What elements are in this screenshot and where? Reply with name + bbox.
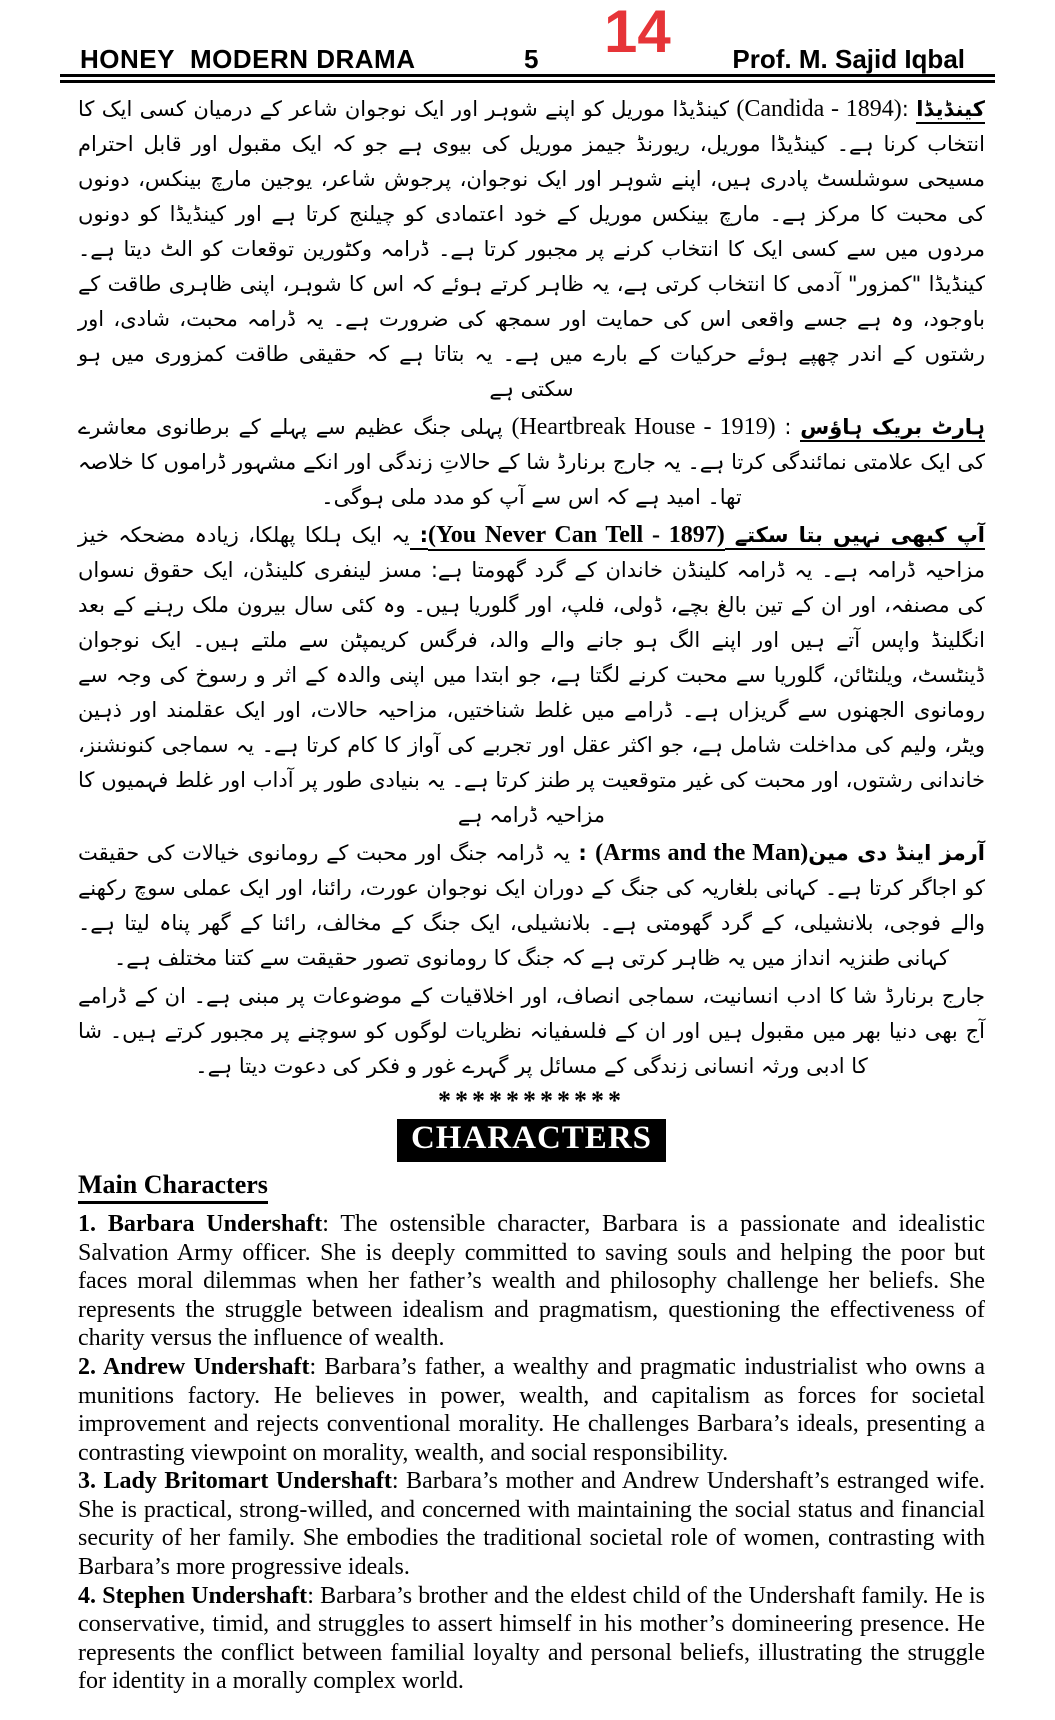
play-title-urdu: کینڈیڈا xyxy=(916,97,985,124)
play-title-urdu: آرمز اینڈ دی مین xyxy=(808,841,985,865)
main-characters-subheading: Main Characters xyxy=(78,1170,268,1204)
character-item xyxy=(78,1210,985,1353)
separator-text: : xyxy=(775,415,801,439)
character-name: 4. Stephen Undershaft xyxy=(78,1582,308,1609)
character-description: : Barbara’s father, a wealthy and pragmatic industrialist who owns a munitions factory. He believes in power, wealth, and capitalism as forces for societal improvement and rejects conventional morality. He challenges Barbara’s ideals, presenting a contrasting viewpoint on morality, wealth, and social responsibility. xyxy=(78,1353,985,1466)
play-summary-candida xyxy=(78,92,985,407)
play-title-urdu: آپ کبھی نہیں بتا سکتے xyxy=(725,523,985,550)
separator-text: : xyxy=(410,523,428,550)
character-description: : Barbara’s brother and the eldest child of the Undershaft family. He is conservative, timid, and struggles to assert himself in his mother’s domineering presence. He represents the conflict between familial loyalty and personal beliefs, illustrating the struggle for identity in a morally complex world. xyxy=(78,1582,985,1695)
separator-text: : xyxy=(901,97,917,121)
closing-note: جارج برنارڈ شا کا ادب انسانیت، سماجی انصاف، اور اخلاقیات کے موضوعات پر مبنی ہے۔ ان کے ڈرامے آج بھی دنیا بھر میں مقبول ہیں اور ان کے فلسفیانہ نظریات لوگوں کو سوچنے پر مجبور کرتے ہیں۔ شا کا ادبی ورثہ انسانی زندگی کے مسائل پر گہرے غور و فکر کی دعوت دیتا ہے۔ xyxy=(78,984,985,1078)
play-summary-text: پہلی جنگ عظیم سے پہلے کے برطانوی معاشرے کی ایک علامتی نمائندگی کرتا ہے۔ یہ جارج برنارڈ شا کے حالاتِ زندگی اور انکے مشہور ڈراموں کا خلاصہ تھا۔ امید ہے کہ اس سے آپ کو مدد ملی ہوگی۔ xyxy=(78,415,985,509)
play-summary-text: یہ ایک ہلکا پھلکا، زیادہ مضحکہ خیز مزاحیہ ڈرامہ ہے۔ یہ ڈرامہ کلینڈن خاندان کے گرد گھومتا ہے: مسز لینفری کلینڈن، ایک حقوق نسواں کی مصنفہ، اور ان کے تین بالغ بچے، ڈولی، فلپ، اور گلوریا ہیں۔ وہ کئی سال بیرون ملک رہنے کے بعد انگلینڈ واپس آتے ہیں اور اپنے الگ ہو جانے والے والد، فرگس کریمپٹن سے ملتے ہیں۔ ایک نوجوان ڈینٹسٹ، ویلنٹائن، گلوریا سے محبت کرنے لگتا ہے، جو ابتدا میں اپنی والدہ کے اثر و رسوخ کی وجہ سے رومانوی الجھنوں سے گریزاں ہے۔ ڈرامے میں غلط شناختیں، مزاحیہ حالات، اور ایک عقلمند اور ذہین ویٹر، ولیم کی مداخلت شامل ہے، جو اکثر عقل اور تجربے کی آواز کا کام کرتا ہے۔ یہ سماجی کنونشنز، خاندانی رشتوں، اور محبت کی غیر متوقعیت پر طنز کرتا ہے۔ یہ بنیادی طور پر آداب اور غلط فہمیوں کا مزاحیہ ڈرامہ ہے xyxy=(78,523,985,827)
play-summary-arms-and-the-man xyxy=(78,836,985,976)
play-title-urdu: ہارٹ بریک ہاؤس xyxy=(800,415,985,442)
course-title: HONEY MODERN DRAMA xyxy=(80,44,416,74)
separator-text: : xyxy=(570,841,596,865)
character-description: : The ostensible character, Barbara is a passionate and idealistic Salvation Army officer. She is deeply committed to saving souls and helping the poor but faces moral dilemmas when her father’s wealth and philosophy challenge her beliefs. She represents the struggle between idealism and pragmatism, questioning the effectiveness of charity versus the influence of wealth. xyxy=(78,1210,985,1352)
main-characters-row xyxy=(78,1168,985,1210)
lecture-number: 14 xyxy=(604,0,671,65)
play-title-english: (Heartbreak House - 1919) xyxy=(511,414,776,440)
asterisk-separator: *********** xyxy=(438,1086,625,1115)
author-name: Prof. M. Sajid Iqbal xyxy=(732,44,965,74)
play-summary-text: یہ ڈرامہ جنگ اور محبت کے رومانوی خیالات کی حقیقت کو اجاگر کرتا ہے۔ کہانی بلغاریہ کی جنگ کے دوران ایک نوجوان عورت، رائنا، اور ایک عملی سوچ رکھنے والے فوجی، بلانشیلی، کے گرد گھومتی ہے۔ بلانشیلی، ایک جنگ کے مخالف، رائنا کے گھر پناہ لیتا ہے۔ کہانی طنزیہ انداز میں یہ ظاہر کرتی ہے کہ جنگ کا رومانوی تصور حقیقت سے کتنا مختلف ہے۔ xyxy=(78,841,985,970)
play-summary-text: کینڈیڈا موریل کو اپنے شوہر اور ایک نوجوان شاعر کے درمیان کسی ایک کا انتخاب کرنا ہے۔ کینڈیڈا موریل، ریورنڈ جیمز موریل کی بیوی ہے جو کہ ایک مقبول اور قابل احترام مسیحی سوشلسٹ پادری ہیں، اپنے شوہر اور ایک نوجوان، پرجوش شاعر، یوجین مارچ بینکس، دونوں کی محبت کا مرکز ہے۔ مارچ بینکس موریل کے خود اعتمادی کو چیلنج کرتا ہے اور کینڈیڈا کو دونوں مردوں میں سے کسی ایک کا انتخاب کرنے پر مجبور کرتا ہے۔ ڈرامہ وکٹورین توقعات کو الٹ دیتا ہے۔ کینڈیڈا "کمزور" آدمی کا انتخاب کرتی ہے، یہ ظاہر کرتے ہوئے کہ اس کا شوہر، اپنی ظاہری طاقت کے باوجود، وہ ہے جسے واقعی اس کی حمایت اور سمجھ کی ضرورت ہے۔ یہ ڈرامہ محبت، شادی، اور رشتوں کے اندر چھپے ہوئے حرکیات کے بارے میں ہے۔ یہ بتاتا ہے کہ حقیقی طاقت کمزوری میں ہو سکتی ہے xyxy=(78,97,985,401)
character-item xyxy=(78,1467,985,1581)
characters-heading: CHARACTERS xyxy=(397,1119,666,1162)
header-rule xyxy=(60,74,995,83)
page-number: 5 xyxy=(524,44,539,74)
play-summary-you-never-can-tell xyxy=(78,518,985,833)
character-item xyxy=(78,1582,985,1696)
character-name: 3. Lady Britomart Undershaft xyxy=(78,1468,392,1495)
character-description: : Barbara’s mother and Andrew Undershaft’s estranged wife. She is practical, strong-willed, and concerned with maintaining the social status and financial security of her family. She embodies the traditional societal role of women, contrasting with Barbara’s more progressive ideals. xyxy=(78,1468,985,1581)
character-item xyxy=(78,1353,985,1467)
play-title-english: (Arms and the Man) xyxy=(595,840,809,866)
play-title-english: (Candida - 1894) xyxy=(736,96,902,122)
play-summary-heartbreak-house xyxy=(78,410,985,515)
characters-heading-wrap xyxy=(78,1119,985,1162)
character-name: 2. Andrew Undershaft xyxy=(78,1353,310,1380)
character-name: 1. Barbara Undershaft xyxy=(78,1210,323,1237)
play-title-english: (You Never Can Tell - 1897) xyxy=(428,522,725,551)
